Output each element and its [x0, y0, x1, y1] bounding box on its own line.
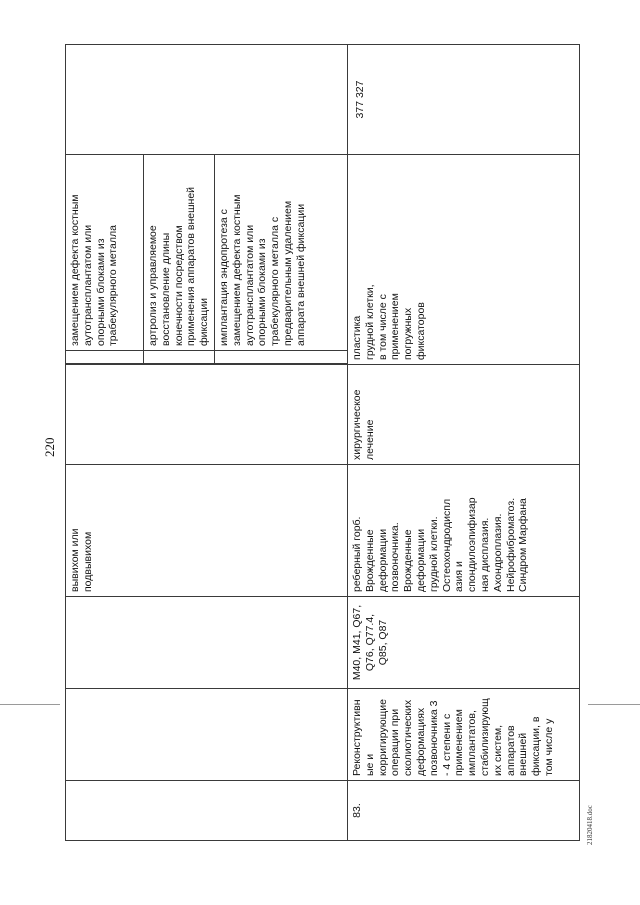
amount-cell: 377 327: [347, 45, 579, 155]
treatment-method-cell: замещением дефекта костным аутотрансплантатом или опорными блоками из трабекулярного металла: [66, 155, 144, 351]
page-number: 220: [42, 437, 57, 457]
row-number-cell: 83.: [347, 781, 579, 841]
row-number-cell: [66, 781, 348, 841]
medical-care-table: [65, 45, 580, 841]
crop-mark-left: [0, 704, 60, 705]
table-row: [66, 45, 144, 841]
sub-divider-cell: [66, 351, 144, 365]
patient-model-cell: вывихом или подвывихом: [66, 465, 348, 597]
sub-divider-cell: [214, 351, 347, 365]
procedure-name-cell: Реконструктивн ые и корригирующие операции при сколиотических деформациях позвоночника 3 - 4 степени с применением имплантатов, стабилизирующ их систем, аппаратов внешней фиксации, в том числе у: [347, 689, 579, 781]
treatment-method-cell: имплантация эндопротеза с замещением дефекта костным аутотрансплантатом или опорными блоками из трабекулярного металла с предварительным удалением аппарата внешней фиксации: [214, 155, 347, 351]
patient-model-cell: реберный горб. Врожденные деформации позвоночника. Врожденные деформации грудной клетки. Остеохондродиспл азия и спондилоэпифизар ная дисплазия. Ахондроплазия. Нейрофиброматоз. Синдром Марфана: [347, 465, 579, 597]
table-row: [347, 45, 579, 841]
treatment-type-cell: [66, 365, 348, 465]
document-id: 21820418.doc: [586, 805, 594, 845]
icd-codes-cell: M40, M41, Q67, Q76, Q77.4, Q85, Q87: [347, 597, 579, 689]
treatment-method-cell: пластика грудной клетки, в том числе с применением погружных фиксаторов: [347, 155, 579, 365]
icd-codes-cell: [66, 597, 348, 689]
crop-mark-right: [588, 704, 640, 705]
amount-cell: [66, 45, 348, 155]
procedure-name-cell: [66, 689, 348, 781]
treatment-type-cell: хирургическое лечение: [347, 365, 579, 465]
treatment-method-cell: артролиз и управляемое восстановление длины конечности посредством применения аппаратов внешней фиксации: [144, 155, 215, 351]
sub-divider-cell: [144, 351, 215, 365]
